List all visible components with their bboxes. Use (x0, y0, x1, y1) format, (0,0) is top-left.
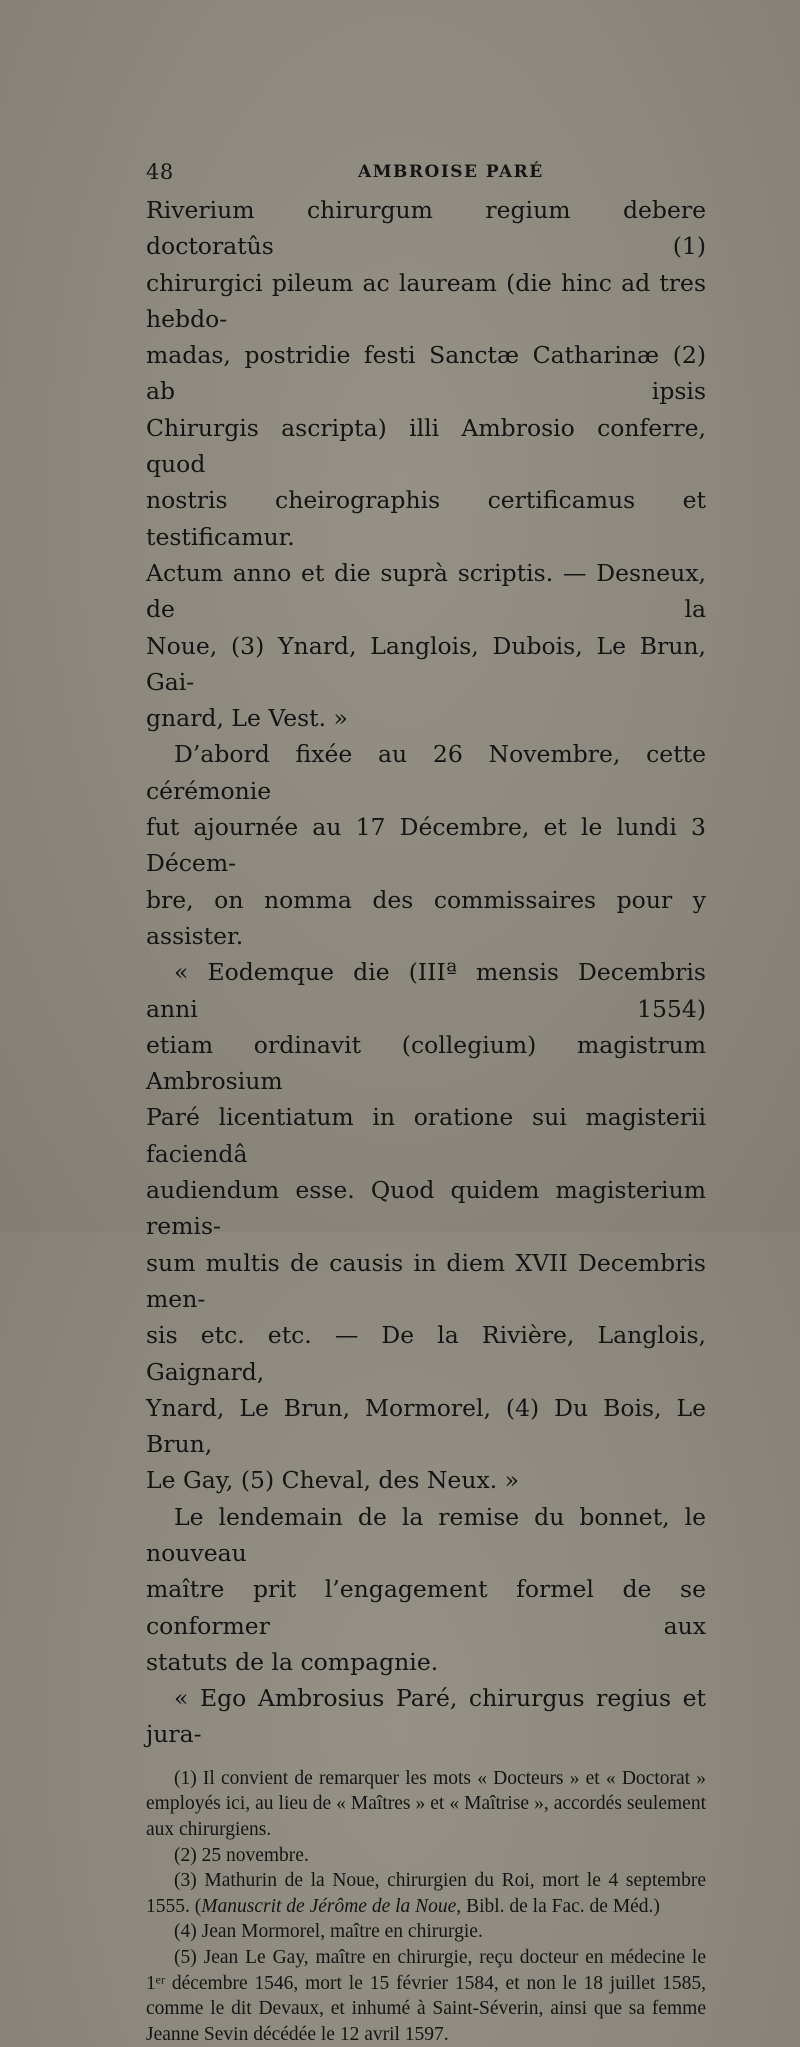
footnote-text: Bibl. de la Fac. de Méd.) (461, 1895, 660, 1917)
running-title: AMBROISE PARÉ (358, 162, 544, 182)
book-page (146, 158, 706, 2047)
text-line: Ynard, Le Brun, Mormorel, (4) Du Bois, Le Brun, (146, 1393, 706, 1459)
text-line: sis etc. etc. — De la Rivière, Langlois, Gaignard, (146, 1321, 706, 1386)
text-line: etiam ordinavit (collegium) magistrum Ambrosium (146, 1030, 706, 1096)
footnote: (1) Il convient de remarquer les mots « Docteurs » et « Doctorat » employés ici, au lieu de « Maîtres » et « Maîtrise », accordés seulement aux chirurgiens. (146, 1767, 706, 1840)
text-line: statuts de la compagnie. (146, 1647, 439, 1676)
text-line: gnard, Le Vest. » (146, 704, 348, 733)
text-line: « Eodemque die (IIIª mensis Decembris anni 1554) (146, 958, 706, 1023)
text-line: sum multis de causis in diem XVII Decembris men- (146, 1248, 706, 1313)
text-line: nostris cheirographis certificamus et testificamur. (146, 486, 706, 551)
page-number: 48 (146, 160, 174, 184)
footnote: (5) Jean Le Gay, maître en chirurgie, reçu docteur en médecine le 1ᵉʳ décembre 1546, mort le 15 février 1584, et non le 18 juillet 1585, comme le dit Devaux, et inhumé à Saint-Séverin, ainsi que sa femme Jeanne Sevin décédée le 12 avril 1597. (146, 1946, 706, 2045)
text-line: bre, on nomma des commissaires pour y assister. (146, 885, 706, 950)
text-line: « Ego Ambrosius Paré, chirurgus regius et jura- (146, 1684, 706, 1749)
running-head (146, 158, 706, 188)
footnote (146, 1868, 706, 1919)
text-line: Noue, (3) Ynard, Langlois, Dubois, Le Brun, Gai- (146, 631, 706, 696)
footnote: (2) 25 novembre. (174, 1844, 309, 1866)
text-line: Le Gay, (5) Cheval, des Neux. » (146, 1466, 520, 1495)
text-line: Actum anno et die suprà scriptis. — Desneux, de la (146, 558, 706, 624)
text-line: Riverium chirurgum regium debere doctoratûs (1) (146, 196, 706, 261)
text-line: madas, postridie festi Sanctæ Catharinæ (2) ab ipsis (146, 341, 706, 406)
text-line: D’abord fixée au 26 Novembre, cette cérémonie (146, 740, 706, 805)
footnote-italic-source: Manuscrit de Jérôme de la Noue, (201, 1895, 462, 1917)
main-text (146, 192, 706, 1753)
text-line: Chirurgis ascripta) illi Ambrosio conferre, quod (146, 413, 706, 479)
footnotes (146, 1766, 706, 2047)
text-line: Le lendemain de la remise du bonnet, le nouveau (146, 1502, 706, 1567)
text-line: fut ajournée au 17 Décembre, et le lundi 3 Décem- (146, 813, 706, 878)
text-line: maître prit l’engagement formel de se conformer aux (146, 1575, 706, 1640)
footnote-text: (3) Mathurin de la Noue, chirurgien du Roi, mort le 4 septembre 1555. ( (146, 1870, 706, 1917)
footnote: (4) Jean Mormorel, maître en chirurgie. (174, 1921, 483, 1943)
text-line: chirurgici pileum ac lauream (die hinc ad tres hebdo- (146, 268, 706, 333)
text-line: audiendum esse. Quod quidem magisterium remis- (146, 1176, 706, 1241)
text-line: Paré licentiatum in oratione sui magisterii faciendâ (146, 1103, 706, 1168)
